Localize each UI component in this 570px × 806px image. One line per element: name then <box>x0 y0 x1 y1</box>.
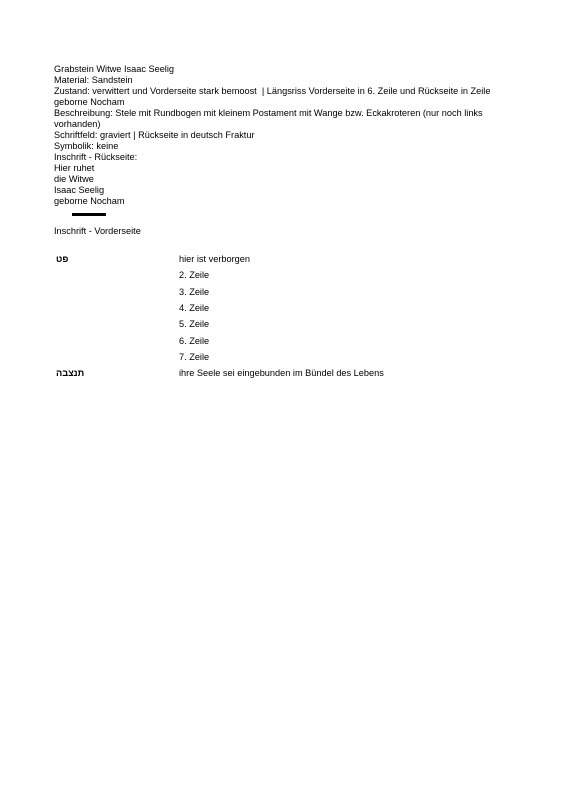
german-cell: 3. Zeile <box>179 286 210 297</box>
condition-line-cont: geborne Nocham <box>54 97 125 107</box>
table-row <box>54 267 519 283</box>
german-cell: ihre Seele sei eingebunden im Bündel des Lebens <box>179 368 384 379</box>
hebrew-cell <box>54 300 179 316</box>
header-lines <box>54 64 524 207</box>
hebrew-cell <box>54 267 179 283</box>
front-inscription-heading: Inschrift - Vorderseite <box>54 226 141 236</box>
description-line-cont: vorhanden) <box>54 119 101 129</box>
hebrew-cell <box>54 284 179 300</box>
hebrew-cell <box>54 349 179 365</box>
table-row <box>54 251 519 267</box>
document-page <box>54 64 524 381</box>
table-row <box>54 316 519 332</box>
german-cell: 4. Zeile <box>179 303 210 314</box>
inscription-field-line: Schriftfeld: graviert | Rückseite in deutsch Fraktur <box>54 130 255 140</box>
hebrew-cell: פט <box>56 254 69 265</box>
back-inscription-line: die Witwe <box>54 174 94 184</box>
separator-rule <box>72 213 106 216</box>
german-cell: 6. Zeile <box>179 335 210 346</box>
table-row <box>54 332 519 348</box>
condition-line: Zustand: verwittert und Vorderseite stark bemoost | Längsriss Vorderseite in 6. Zeile und Rückseite in Zeile <box>54 86 491 96</box>
hebrew-cell: תנצבה <box>56 368 85 379</box>
hebrew-cell <box>54 332 179 348</box>
back-inscription-heading: Inschrift - Rückseite: <box>54 152 138 162</box>
front-inscription-table <box>54 251 519 381</box>
hebrew-cell <box>54 316 179 332</box>
table-row <box>54 365 519 381</box>
table-row <box>54 300 519 316</box>
symbolism-line: Symbolik: keine <box>54 141 119 151</box>
german-cell: 2. Zeile <box>179 270 210 281</box>
back-inscription-line: geborne Nocham <box>54 196 125 206</box>
german-cell: hier ist verborgen <box>179 254 250 265</box>
back-inscription-line: Hier ruhet <box>54 163 95 173</box>
material-line: Material: Sandstein <box>54 75 133 85</box>
description-line: Beschreibung: Stele mit Rundbogen mit kleinem Postament mit Wange bzw. Eckakroteren (nur noch links <box>54 108 483 118</box>
back-inscription-line: Isaac Seelig <box>54 185 105 195</box>
table-row <box>54 349 519 365</box>
german-cell: 7. Zeile <box>179 351 210 362</box>
german-cell: 5. Zeile <box>179 319 210 330</box>
table-row <box>54 284 519 300</box>
title-line: Grabstein Witwe Isaac Seelig <box>54 64 174 74</box>
